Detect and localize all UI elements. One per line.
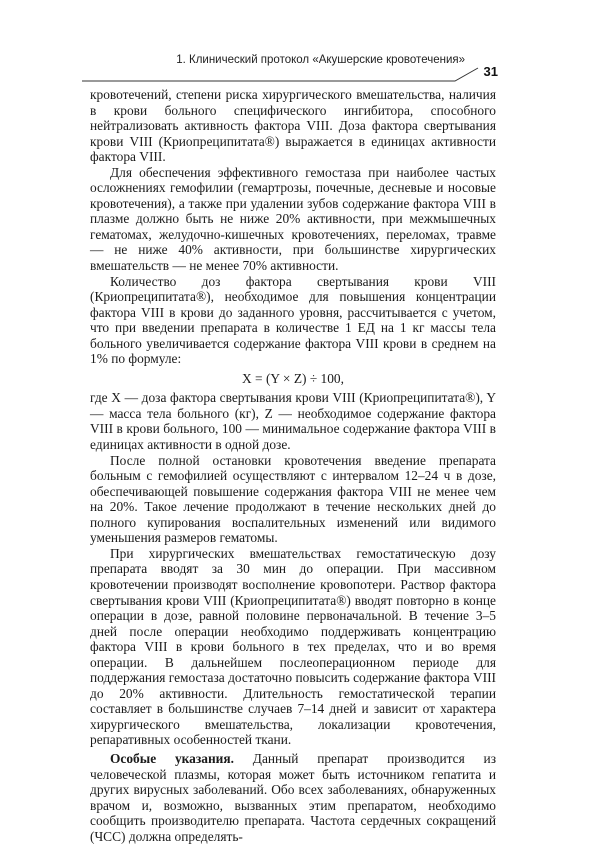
running-title: 1. Клинический протокол «Акушерские кровотечения» xyxy=(176,54,465,66)
paragraph-7 xyxy=(90,751,496,844)
special-notes-heading: Особые указания. xyxy=(110,750,234,766)
special-notes-text: Данный препарат производится из человеческой плазмы, которая может быть источником гепатита и других вирусных заболеваний. Обо всех заболеваниях, обнаруженных врачом и, возможно, вызванных этим препаратом, необходимо сообщить производителю препарата. Частота сердечных сокращений (ЧСС) должна определять- xyxy=(90,750,496,844)
paragraph-5: После полной остановки кровотечения введение препарата больным с гемофилией осуществляют с интервалом 12–24 ч в дозе, обеспечивающей повышение содержания фактора VIII не менее чем на 20%. Такое лечение продолжают в течение нескольких дней до полного купирования воспалительных изменений или видимого уменьшения размеров гематомы. xyxy=(90,452,496,546)
dose-formula: X = (Y × Z) ÷ 100, xyxy=(242,370,344,386)
paragraph-4: где X — доза фактора свертывания крови VIII (Криопреципитата®), Y — масса тела больного (кг), Z — необходимое содержание фактора VIII в крови больного, 100 — минимальное содержание фактора VIII в единицах активности в одной дозе. xyxy=(90,390,496,453)
page-body xyxy=(90,87,496,844)
paragraph-6: При хирургических вмешательствах гемостатическую дозу препарата вводят за 30 мин до операции. При массивном кровотечении производят восполнение кровопотери. Раствор фактора свертывания крови VIII (Криопреципитата®) вводят повторно в конце операции в дозе, равной половине первоначальной. В течение 3–5 дней после операции необходимо поддерживать концентрацию фактора VIII в крови больного в тех пределах, что и во время операции. В дальнейшем послеоперационном периоде для поддержания гемостаза достаточно повысить содержание фактора VIII до 20% активности. Длительность гемостатической терапии составляет в большинстве случаев 7–14 дней и зависит от характера хирургического вмешательства, локализации кровотечения, репаративных особенностей ткани. xyxy=(90,545,496,748)
paragraph-1: кровотечений, степени риска хирургического вмешательства, наличия в крови больного специфического ингибитора, способного нейтрализовать активность фактора VIII. Доза фактора свертывания крови VIII (Криопреципитата®) выражается в единицах активности фактора VIII. xyxy=(90,87,496,165)
page-number: 31 xyxy=(483,64,498,79)
paragraph-2: Для обеспечения эффективного гемостаза при наиболее частых осложнениях гемофилии (гемартрозы, почечные, десневые и носовые кровотечения), а также при удалении зубов содержание фактора VIII в плазме должно быть не ниже 20% активности, при межмышечных гематомах, желудочно-кишечных кровотечениях, переломах, травме — не ниже 40% активности, при большинстве хирургических вмешательств — не менее 70% активности. xyxy=(90,164,496,274)
paragraph-3: Количество доз фактора свертывания крови VIII (Криопреципитата®), необходимое для повышения концентрации фактора VIII в крови до заданного уровня, рассчитывается с учетом, что при введении препарата в количестве 1 ЕД на 1 кг массы тела больного увеличивается содержание фактора VIII крови в среднем на 1% по формуле: xyxy=(90,273,496,367)
